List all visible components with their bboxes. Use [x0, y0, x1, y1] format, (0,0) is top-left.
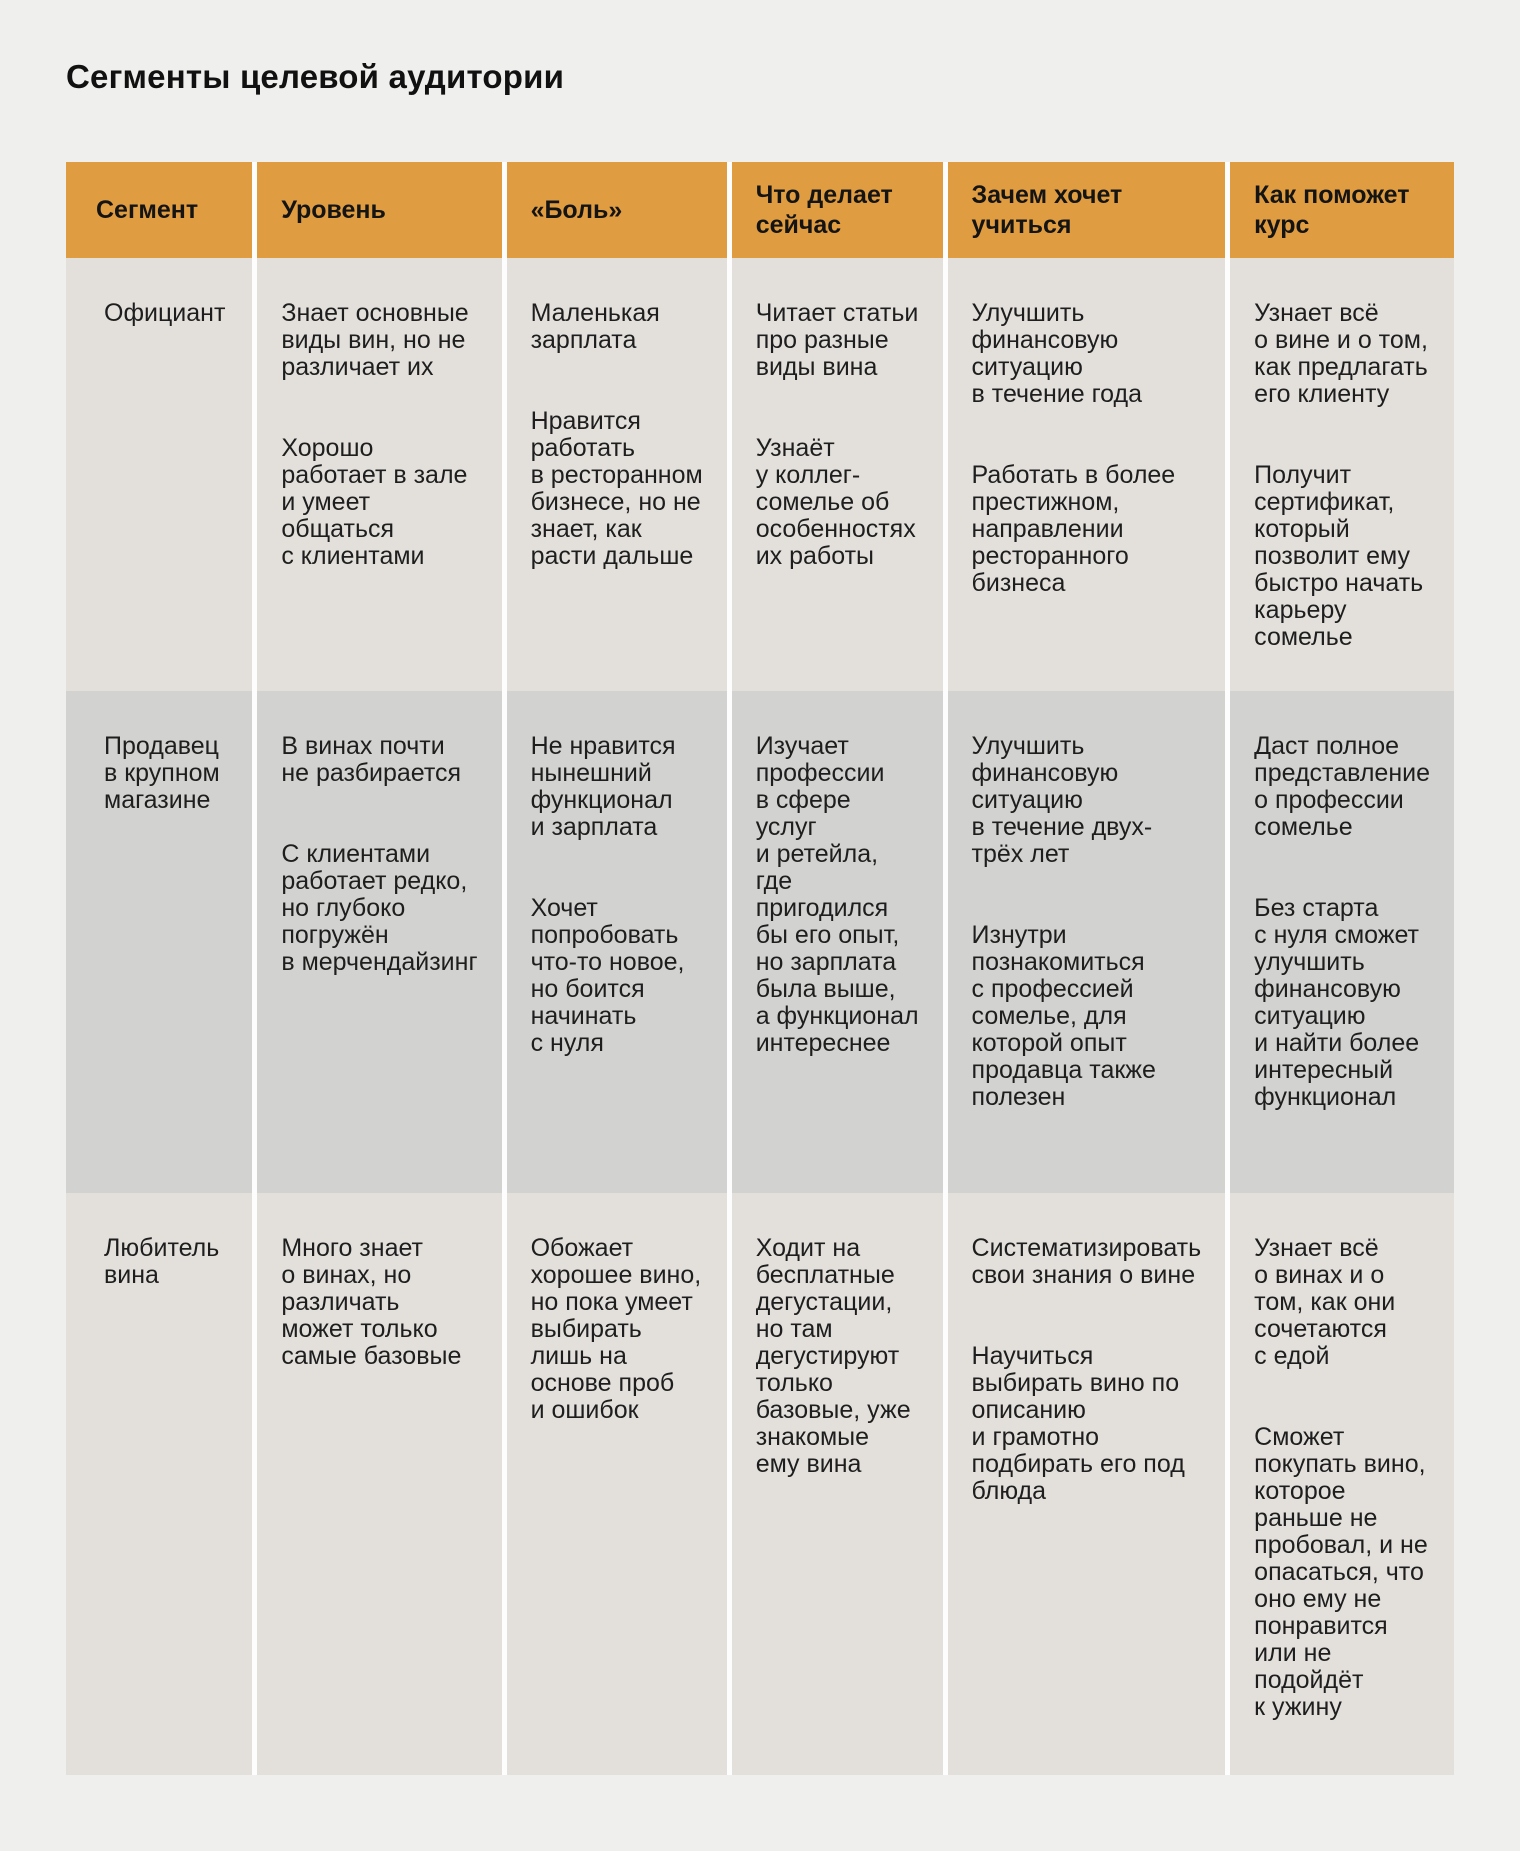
cell-paragraph: Работать в более престижном, направлении ресторанного бизнеса	[971, 461, 1176, 597]
table-cell	[732, 1193, 943, 1775]
cell-paragraph: Обожает хорошее вино, но пока умеет выбирать лишь на основе проб и ошибок	[530, 1234, 702, 1424]
table-cell	[948, 258, 1226, 691]
segment-label-cell	[66, 258, 252, 691]
table-cell	[257, 1193, 501, 1775]
cell-paragraph: Хорошо работает в зале и умеет общаться с клиентами	[281, 434, 468, 570]
column-header-label: Сегмент	[96, 196, 199, 224]
cell-paragraph: С клиентами работает редко, но глубоко погружён в мерчендайзинг	[281, 840, 478, 976]
segment-name: Официант	[104, 299, 226, 327]
table-cell	[732, 258, 943, 691]
table-cell	[948, 1193, 1226, 1775]
cell-paragraph: Не нравится нынешний функционал и зарплата	[530, 732, 676, 841]
page-title: Сегменты целевой аудитории	[66, 58, 565, 95]
cell-paragraph: Систематизировать свои знания о вине	[971, 1234, 1202, 1289]
column-header	[507, 162, 727, 258]
cell-paragraph: В винах почти не разбирается	[281, 732, 462, 787]
table-cell	[1230, 258, 1454, 691]
column-header	[257, 162, 501, 258]
segment-name: Продавец в крупном магазине	[104, 732, 220, 814]
cell-paragraph: Даст полное представление о профессии сомелье	[1254, 732, 1431, 841]
cell-paragraph: Много знает о винах, но различать может только самые базовые	[281, 1234, 462, 1370]
column-header	[66, 162, 252, 258]
table-cell	[948, 691, 1226, 1193]
cell-paragraph: Изучает профессии в сфере услуг и ретейла, где пригодился бы его опыт, но зарплата была выше, а функционал интереснее	[755, 732, 919, 1057]
cell-paragraph: Ходит на бесплатные дегустации, но там дегустируют только базовые, уже знакомые ему вина	[755, 1234, 911, 1478]
cell-paragraph: Узнает всё о вине и о том, как предлагать его клиенту	[1254, 299, 1428, 408]
segment-label-cell	[66, 691, 252, 1193]
column-header	[948, 162, 1226, 258]
cell-paragraph: Без старта с нуля сможет улучшить финансовую ситуацию и найти более интересный функционал	[1254, 894, 1420, 1111]
segment-label-cell	[66, 1193, 252, 1775]
segment-name: Любитель вина	[104, 1234, 220, 1289]
column-header	[1230, 162, 1454, 258]
column-header-label: Как поможет курс	[1254, 181, 1410, 239]
cell-paragraph: Хочет попробовать что-то новое, но боится начинать с нуля	[530, 894, 685, 1057]
column-header-label: Что делает сейчас	[755, 181, 893, 239]
table-cell	[507, 691, 727, 1193]
cell-paragraph: Знает основные виды вин, но не различает их	[281, 299, 469, 381]
audience-segments-table	[66, 162, 1454, 1775]
cell-paragraph: Нравится работать в ресторанном бизнесе, но не знает, как расти дальше	[530, 407, 703, 570]
table-cell	[1230, 691, 1454, 1193]
cell-paragraph: Маленькая зарплата	[530, 299, 660, 354]
cell-paragraph: Улучшить финансовую ситуацию в течение двух-трёх лет	[971, 732, 1153, 868]
column-header	[732, 162, 943, 258]
table-cell	[507, 1193, 727, 1775]
column-header-label: «Боль»	[530, 196, 623, 224]
cell-paragraph: Узнаёт у коллег-сомелье об особенностях их работы	[755, 434, 916, 570]
column-header-label: Зачем хочет учиться	[971, 181, 1123, 239]
table-cell	[257, 691, 501, 1193]
cell-paragraph: Читает статьи про разные виды вина	[755, 299, 919, 381]
table-cell	[257, 258, 501, 691]
cell-paragraph: Узнает всё о винах и о том, как они сочетаются с едой	[1254, 1234, 1396, 1370]
table-cell	[732, 691, 943, 1193]
column-header-label: Уровень	[281, 196, 386, 224]
cell-paragraph: Сможет покупать вино, которое раньше не пробовал, и не опасаться, что оно ему не понравится или не подойдёт к ужину	[1254, 1423, 1428, 1721]
table-cell	[1230, 1193, 1454, 1775]
cell-paragraph: Получит сертификат, который позволит ему быстро начать карьеру сомелье	[1254, 461, 1424, 651]
cell-paragraph: Научиться выбирать вино по описанию и грамотно подбирать его под блюда	[971, 1342, 1185, 1505]
cell-paragraph: Улучшить финансовую ситуацию в течение года	[971, 299, 1142, 408]
table-cell	[507, 258, 727, 691]
cell-paragraph: Изнутри познакомиться с профессией сомелье, для которой опыт продавца также полезен	[971, 921, 1156, 1111]
